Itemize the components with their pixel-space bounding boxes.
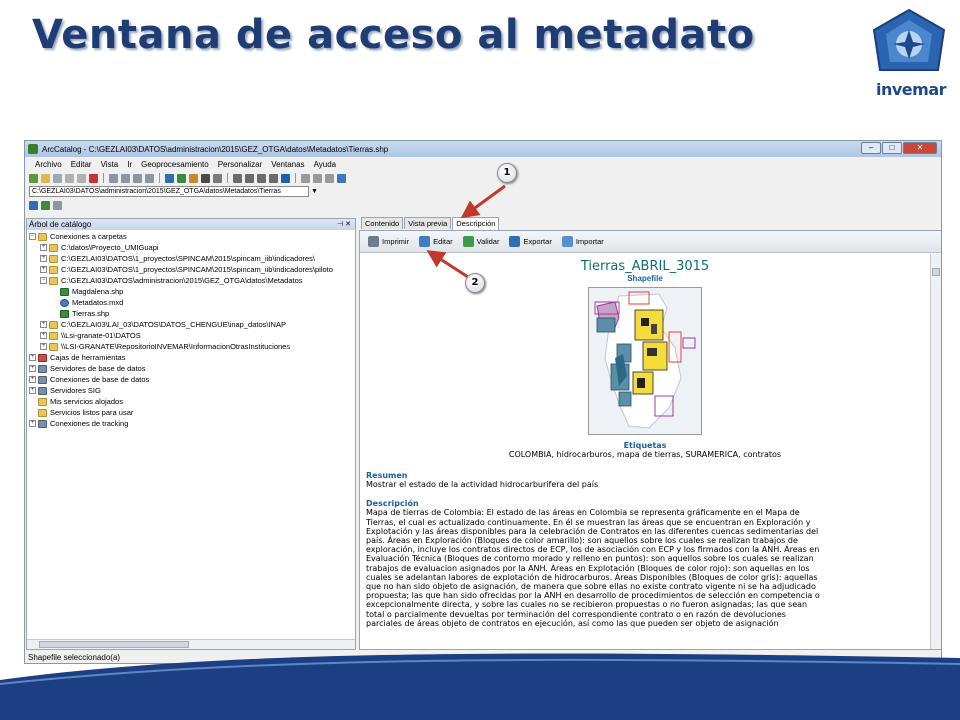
description-line: excepcionalmente directa, y sobre las cuales no se recibieron propuestas o no fueron asignadas; las que sean [366, 600, 808, 610]
full-extent-icon[interactable] [269, 174, 278, 183]
edit-metadata-icon[interactable] [29, 201, 38, 210]
expand-icon[interactable]: + [30, 365, 35, 371]
tree-item[interactable] [29, 341, 355, 352]
validate-icon [463, 236, 474, 247]
description-line: que no han sido objeto de asignación, de manera que sobre ellas no existe contrato vigente ni se ha adjudicado [366, 582, 816, 592]
tree-item[interactable] [29, 297, 355, 308]
menu-geoprocesamiento[interactable]: Geoprocesamiento [141, 159, 209, 169]
print-button[interactable] [368, 236, 409, 247]
description-vertical-scrollbar[interactable] [930, 254, 941, 649]
tree-item[interactable] [29, 319, 355, 330]
tree-item[interactable] [29, 418, 355, 429]
tree-item-label: Metadatos.mxd [72, 298, 124, 307]
description-text [366, 508, 924, 628]
tree-item[interactable] [29, 275, 355, 286]
tree-item[interactable] [29, 363, 355, 374]
folder-icon [38, 409, 47, 417]
shp-icon [60, 310, 69, 318]
metadata-document [360, 254, 930, 649]
spacer [29, 398, 36, 405]
tree-item[interactable] [29, 352, 355, 363]
printer-icon [368, 236, 379, 247]
content-tabs [361, 217, 499, 230]
tree-item-label: Conexiones de base de datos [50, 375, 150, 384]
description-line: propuesta; las que han sido ofrecidas por la ANH en desarrollo de procedimientos de selección en competencia o [366, 591, 820, 601]
callout-1: 1 [497, 163, 517, 183]
spacer [51, 288, 58, 295]
metadata-properties-icon[interactable] [41, 201, 50, 210]
description-line: Explotación y las áreas disponibles para la celebración de Contratos en las diferentes cuencas sedimentarias del [366, 526, 819, 536]
toolbar-divider [295, 173, 296, 183]
description-line: parciales de áreas objeto de contratos en ejecución, así como las que pueden ser objeto de asignación [366, 618, 779, 628]
tool-icon [38, 354, 47, 362]
expand-icon[interactable]: + [41, 255, 46, 261]
slide-title: Ventana de acceso al metadato [32, 12, 755, 58]
search-icon[interactable] [165, 174, 174, 183]
tree-item-label: \\Lsi-granate-01\DATOS [61, 331, 141, 340]
tree-item-label: Servidores SIG [50, 386, 101, 395]
folder-icon [49, 244, 58, 252]
minimize-button[interactable]: – [861, 142, 881, 154]
connect-folder-icon[interactable] [41, 174, 50, 183]
edit-label: Editar [433, 237, 453, 246]
menu-ayuda[interactable]: Ayuda [313, 159, 337, 169]
tab-descripcion[interactable]: Descripción [452, 217, 499, 230]
catalog-tree-icon[interactable] [177, 174, 186, 183]
expand-icon[interactable]: + [30, 354, 35, 360]
tree-item[interactable] [29, 407, 355, 418]
expand-icon[interactable]: + [41, 332, 46, 338]
description-header: Descripción [366, 499, 419, 509]
export-icon [509, 236, 520, 247]
tree-item-label: C:\GEZLAI03\DATOS\administracion\2015\GEZ_OTGA\datos\Metadatos [61, 276, 303, 285]
refresh-icon[interactable] [325, 174, 334, 183]
document-subtitle: Shapefile [627, 274, 663, 283]
thumbnail-map [588, 287, 702, 435]
help-icon[interactable] [337, 174, 346, 183]
catalog-tree-panel [26, 218, 356, 650]
details-view-icon[interactable] [133, 174, 142, 183]
tree-item-label: C:\GEZLAI03\LAI_03\DATOS\DATOS_CHENGUE\inap_datos\INAP [61, 320, 286, 329]
spacer [29, 409, 36, 416]
tree-item[interactable] [29, 231, 355, 242]
folder-icon [49, 332, 58, 340]
import-button[interactable] [562, 236, 604, 247]
disconnect-folder-icon[interactable] [53, 174, 62, 183]
folder-icon [49, 277, 58, 285]
folder-icon [38, 398, 47, 406]
tags-text: COLOMBIA, hidrocarburos, mapa de tierras, SURAMERICA, contratos [508, 450, 782, 459]
metadata-options-icon[interactable] [53, 201, 62, 210]
expand-icon[interactable]: + [41, 266, 46, 272]
tree-item[interactable] [29, 396, 355, 407]
scroll-thumb[interactable] [932, 268, 940, 276]
db-icon [38, 376, 47, 384]
spacer [51, 299, 58, 306]
tree-item[interactable] [29, 286, 355, 297]
back-icon[interactable] [301, 174, 310, 183]
summary-text: Mostrar el estado de la actividad hidrocarburifera del país [366, 480, 599, 490]
tags-header: Etiquetas [623, 441, 667, 450]
edit-button[interactable] [419, 236, 453, 247]
metadata-mini-toolbar [25, 198, 941, 212]
tree-item-label: Tierras.shp [72, 309, 110, 318]
expand-icon[interactable]: + [41, 343, 46, 349]
large-icons-view-icon[interactable] [109, 174, 118, 183]
paste-icon[interactable] [77, 174, 86, 183]
description-line: exploración, incluye los contratos directos de ECP, los de asociación con ECP y los firmados con la ANH. Áreas en [366, 545, 820, 555]
shp-icon [60, 288, 69, 296]
callout-2: 2 [465, 273, 485, 293]
list-view-icon[interactable] [121, 174, 130, 183]
expand-icon[interactable]: + [30, 376, 35, 382]
folder-icon [38, 233, 47, 241]
toolbar-divider [227, 173, 228, 183]
menu-ventanas[interactable]: Ventanas [271, 159, 305, 169]
footer-wave-icon [0, 640, 960, 720]
close-button[interactable]: ✕ [903, 142, 937, 154]
tree-item-label: Conexiones de tracking [50, 419, 129, 428]
document-title: Tierras_ABRIL_3015 [580, 259, 710, 274]
toolbar-divider [159, 173, 160, 183]
expand-icon[interactable]: + [41, 244, 46, 250]
tree-item-label: Conexiones a carpetas [50, 232, 127, 241]
menu-archivo[interactable]: Archivo [35, 159, 62, 169]
expand-icon[interactable]: + [30, 420, 35, 426]
description-line: Tierras, el cual es actualizado continuamente. En él se muestran las áreas que se encuentran en Exploración y [366, 517, 811, 527]
tree-item-label: Cajas de herramientas [50, 353, 126, 362]
metadata-toolbar [360, 231, 941, 253]
zoom-in-icon[interactable] [233, 174, 242, 183]
pan-icon[interactable] [257, 174, 266, 183]
collapse-icon[interactable]: − [41, 277, 46, 283]
import-label: Importar [575, 237, 604, 246]
tree-item[interactable] [29, 374, 355, 385]
description-line: Evaluación Técnica (Bloques de contorno morado y relleno en puntos): son aquellos sobre los cuales se realizan [366, 554, 814, 564]
tree-item-label: C:\GEZLAI03\DATOS\1_proyectos\SPINCAM\2015\spincam_iib\indicadores\piloto [61, 265, 333, 274]
zoom-out-icon[interactable] [245, 174, 254, 183]
logo-text: invemar [875, 80, 946, 99]
db-icon [38, 420, 47, 428]
tab-vista-previa[interactable]: Vista previa [404, 217, 451, 229]
window-title: ArcCatalog - C:\GEZLAI03\DATOS\administracion\2015\GEZ_OTGA\datos\Metadatos\Tierras.shp [42, 144, 389, 154]
menu-personalizar[interactable]: Personalizar [217, 159, 263, 169]
db-icon [38, 387, 47, 395]
python-window-icon[interactable] [201, 174, 210, 183]
collapse-icon[interactable]: − [30, 233, 35, 239]
description-line: trabajos de evaluacion asignados por la ANH. Áreas en Explotación (Bloques de color rojo): son aquellas en los [366, 563, 810, 573]
print-label: Imprimir [382, 237, 410, 246]
tree-item[interactable] [29, 242, 355, 253]
folder-icon [49, 255, 58, 263]
tree-item-label: Magdalena.shp [72, 287, 124, 296]
tree-item-label: C:\datos\Proyecto_UMIGuapi [61, 243, 159, 252]
expand-icon[interactable]: + [30, 387, 35, 393]
tree-item[interactable] [29, 330, 355, 341]
validate-label: Validar [476, 237, 500, 246]
catalog-tree-header [27, 219, 355, 230]
delete-icon[interactable] [89, 174, 98, 183]
toolbar-divider [103, 173, 104, 183]
colombia-map-thumbnail-icon [589, 288, 701, 434]
description-panel [359, 230, 942, 650]
summary-header: Resumen [366, 471, 408, 481]
tree-item[interactable] [29, 385, 355, 396]
identify-icon[interactable] [281, 174, 290, 183]
tree-item-label: \\LSI-GRANATE\RepositorioINVEMAR\InformacionOtrasInstituciones [61, 342, 291, 351]
location-input[interactable]: C:\GEZLAI03\DATOS\administracion\2015\GEZ_OTGA\datos\Metadatos\Tierras [29, 186, 309, 197]
tree-item-label: Servidores de base de datos [50, 364, 146, 373]
folder-icon [49, 266, 58, 274]
tree-item-label: Mis servicios alojados [50, 397, 123, 406]
tree-item[interactable] [29, 264, 355, 275]
thumbnails-view-icon[interactable] [145, 174, 154, 183]
expand-icon[interactable]: + [41, 321, 46, 327]
arccatalog-window [24, 140, 942, 664]
forward-icon[interactable] [313, 174, 322, 183]
tree-item-label: Servicios listos para usar [50, 408, 134, 417]
description-line: cuales se adelantan labores de explotación de hidrocarburos. Áreas Disponibles (Bloques de color gris): aquellas [366, 572, 818, 582]
status-bar: Shapefile seleccionado(a) [28, 653, 121, 662]
window-titlebar [25, 141, 941, 157]
menu-ir[interactable]: Ir [127, 159, 133, 169]
location-dropdown-icon[interactable]: ▼ [311, 188, 318, 195]
window-controls [861, 142, 937, 154]
arctoolbox-icon[interactable] [189, 174, 198, 183]
catalog-tree-title: Árbol de catálogo [29, 220, 92, 229]
standard-toolbar [25, 171, 941, 185]
folder-icon [49, 321, 58, 329]
description-line: Mapa de tierras de Colombia: El estado de las áreas en Colombia se representa gráficamente en el Mapa de [366, 508, 800, 518]
menu-editar[interactable]: Editar [70, 159, 92, 169]
export-button[interactable] [509, 236, 551, 247]
mxd-icon [60, 299, 69, 307]
menu-vista[interactable]: Vista [100, 159, 119, 169]
tab-contenido[interactable]: Contenido [361, 217, 403, 229]
up-folder-icon[interactable] [29, 174, 38, 183]
location-bar [25, 185, 941, 198]
spacer [51, 310, 58, 317]
tree-item[interactable] [29, 253, 355, 264]
import-icon [562, 236, 573, 247]
pin-icon[interactable]: ⊣ ✕ [337, 221, 351, 228]
description-line: total o parcialmente devueltas por terminación del correspondiente contrato o en razón de devoluciones [366, 609, 786, 619]
menubar [25, 157, 941, 171]
folder-icon [49, 343, 58, 351]
copy-icon[interactable] [65, 174, 74, 183]
description-line: país. Áreas en Exploración (Bloques de color amarillo): son aquellos sobre los cuales se realizan trabajos de [366, 536, 798, 546]
catalog-tree [27, 230, 355, 429]
export-label: Exportar [523, 237, 552, 246]
maximize-button[interactable]: □ [882, 142, 902, 154]
tree-item[interactable] [29, 308, 355, 319]
tree-item-label: C:\GEZLAI03\DATOS\1_proyectos\SPINCAM\2015\spincam_iib\indicadores\ [61, 254, 316, 263]
validate-button[interactable] [463, 236, 500, 247]
edit-icon [419, 236, 430, 247]
arccatalog-app-icon [28, 144, 38, 154]
model-builder-icon[interactable] [213, 174, 222, 183]
db-icon [38, 365, 47, 373]
